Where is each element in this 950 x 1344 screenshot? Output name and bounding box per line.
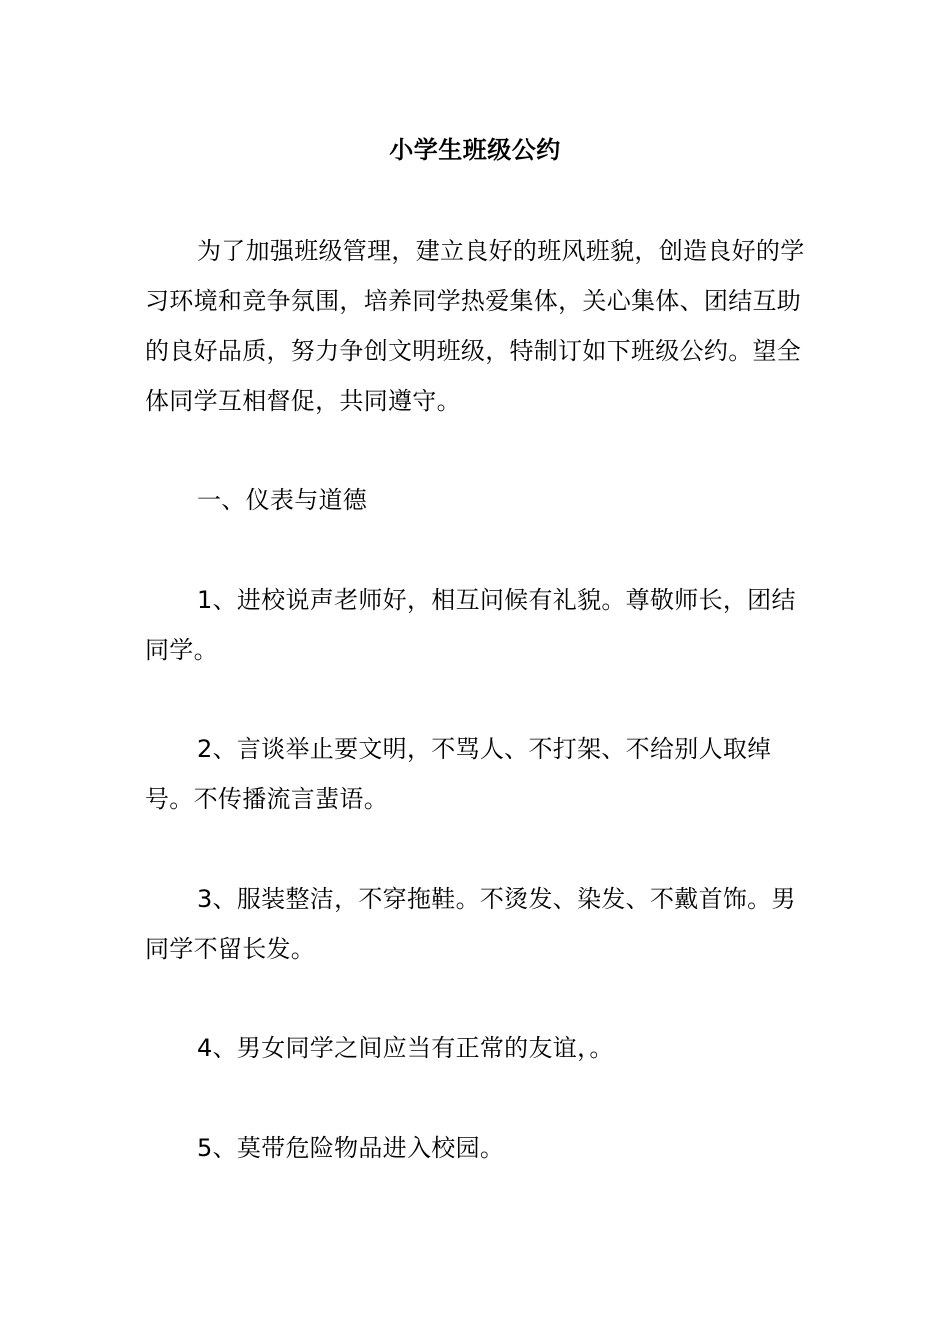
rule-item: 3、服装整洁，不穿拖鞋。不烫发、染发、不戴首饰。男同学不留长发。 bbox=[145, 885, 796, 963]
intro-paragraph: 为了加强班级管理，建立良好的班风班貌，创造良好的学习环境和竞争氛围，培养同学热爱集体，关心集体、团结互助的良好品质，努力争创文明班级，特制订如下班级公约。望全体同学互相督促，共同遵守。 bbox=[145, 237, 805, 415]
rule-item: 1、进校说声老师好，相互问候有礼貌。尊敬师长，团结同学。 bbox=[145, 586, 796, 664]
section-heading: 一、仪表与道德 bbox=[197, 486, 368, 514]
document-title: 小学生班级公约 bbox=[389, 136, 561, 164]
rule-item: 5、莫带危险物品进入校园。 bbox=[197, 1134, 505, 1162]
rule-item: 2、言谈举止要文明，不骂人、不打架、不给别人取绰号。不传播流言蜚语。 bbox=[145, 735, 772, 813]
rule-item: 4、男女同学之间应当有正常的友谊，。 bbox=[197, 1034, 614, 1062]
